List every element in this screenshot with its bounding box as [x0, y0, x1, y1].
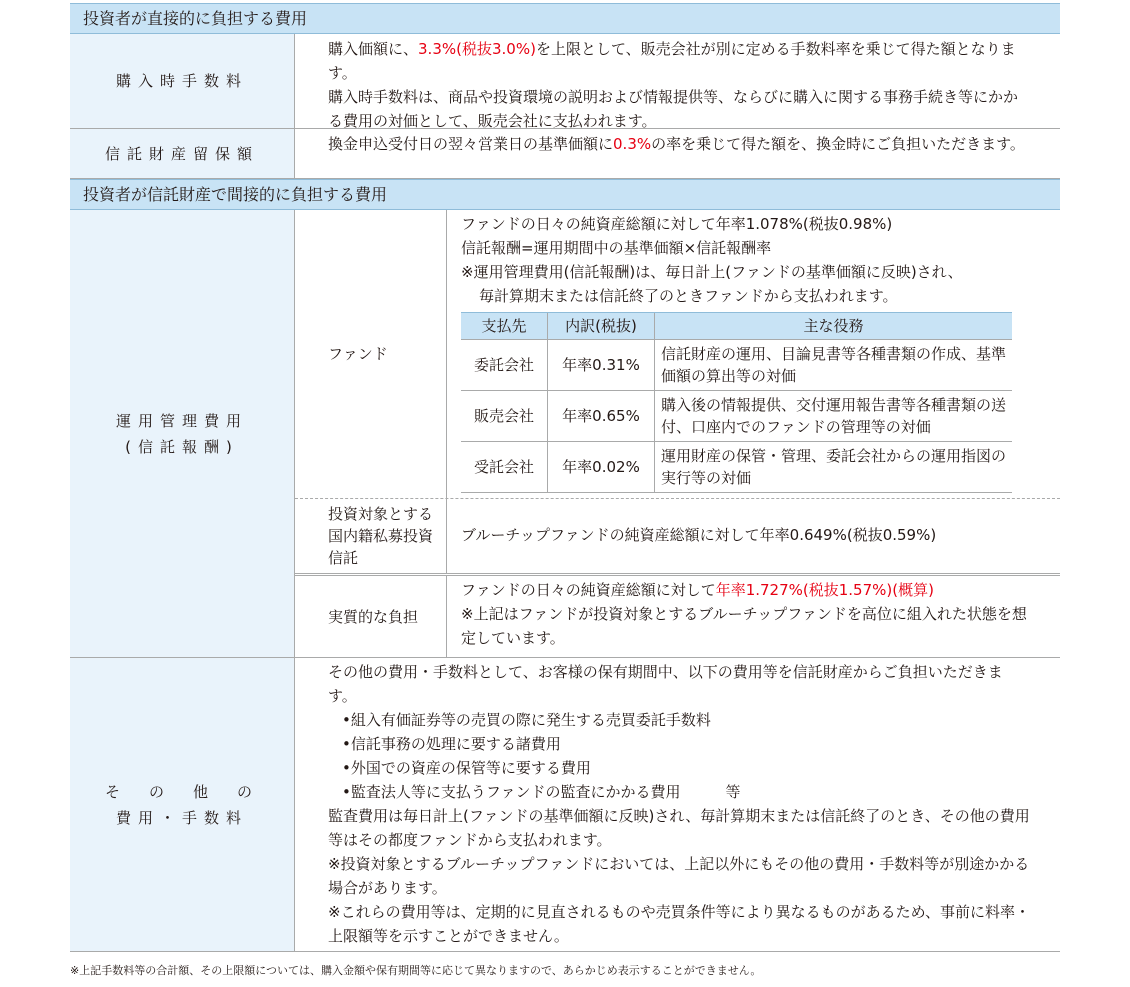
mgmt-fee-detail — [295, 210, 1060, 657]
fund-content: ファンドの日々の純資産総額に対して年率1.078%(税抜0.98%) 信託報酬=運用期間中の基準価額×信託報酬率 ※運用管理費用(信託報酬)は、毎日計上(ファンドの基準価額に反映)され、 毎計算期末または信託終了のときファンドから支払われます。 支払先 内訳(税抜) 主な役務 委託会社 年率0.31% 信託財産の運用、目論見書等各種書類の作成、基準価額の算出等の対価 販売会社 年率0.65% 購入後の情報提供、交付運用報告書等各種書類の送付、口座内でのファンドの管理等の対価 受託会社 年率0.02% 運用財産の保管・管理、委託会社からの運用指図の実行等の対価 — [447, 210, 1060, 498]
other-fee-content: その他の費用・手数料として、お客様の保有期間中、以下の費用等を信託財産からご負担いただきます。 •組入有価証券等の売買の際に発生する売買委託手数料 •信託事務の処理に要する諸費用 •外国での資産の保管等に要する費用 •監査法人等に支払うファンドの監査にかかる費用 等 監査費用は毎日計上(ファンドの基準価額に反映)され、毎計算期末または信託終了のとき、その他の費用等はその都度ファンドから支払われます。 ※投資対象とするブルーチップファンドにおいては、上記以外にもその他の費用・手数料等が別途かかる場合があります。 ※これらの費用等は、定期的に見直されるものや売買条件等により異なるものがあるため、事前に料率・上限額等を示すことができません。 — [295, 658, 1060, 951]
col-service: 主な役務 — [655, 313, 1013, 340]
fee-table — [70, 3, 1060, 952]
fund-fee-block — [295, 210, 1060, 499]
other-fee-label: そ の 他 の 費用・手数料 — [70, 658, 295, 951]
retention-content: 換金申込受付日の翌々営業日の基準価額に0.3%の率を乗じて得た額を、換金時にご負担いただきます。 — [328, 135, 1025, 153]
purchase-fee-content — [295, 34, 1060, 128]
col-breakdown: 内訳(税抜) — [548, 313, 655, 340]
fund-label: ファンド — [295, 210, 447, 498]
purchase-fee-row — [70, 34, 1060, 129]
table-row: 委託会社 年率0.31% 信託財産の運用、目論見書等各種書類の作成、基準価額の算出等の対価 — [461, 340, 1012, 391]
other-note-1: ※投資対象とするブルーチップファンドにおいては、上記以外にもその他の費用・手数料等が別途かかる場合があります。 — [328, 855, 1030, 897]
target-fund-block — [295, 499, 1060, 576]
effective-rate: 年率1.727%(税抜1.57%)(概算) — [715, 581, 934, 599]
direct-cost-header: 投資者が直接的に負担する費用 — [70, 3, 1060, 34]
effective-cost-label: 実質的な負担 — [295, 576, 447, 657]
mgmt-fee-row — [70, 210, 1060, 658]
list-item: •組入有価証券等の売買の際に発生する売買委託手数料 — [342, 711, 711, 729]
indirect-cost-header: 投資者が信託財産で間接的に負担する費用 — [70, 179, 1060, 210]
other-note-2: ※これらの費用等は、定期的に見直されるものや売買条件等により異なるものがあるため、事前に料率・上限額等を示すことができません。 — [328, 903, 1030, 945]
target-fund-label: 投資対象とする国内籍私募投資信託 — [295, 499, 447, 573]
col-payee: 支払先 — [461, 313, 548, 340]
purchase-fee-label: 購入時手数料 — [70, 34, 295, 128]
mgmt-fee-label: 運用管理費用 (信託報酬) — [70, 210, 295, 657]
list-item: •外国での資産の保管等に要する費用 — [342, 759, 591, 777]
effective-note: ※上記はファンドが投資対象とするブルーチップファンドを高位に組入れた状態を想定しています。 — [461, 605, 1027, 647]
table-row: 販売会社 年率0.65% 購入後の情報提供、交付運用報告書等各種書類の送付、口座内でのファンドの管理等の対価 — [461, 391, 1012, 442]
list-item: •監査法人等に支払うファンドの監査にかかる費用 等 — [342, 783, 741, 801]
other-fee-row — [70, 658, 1060, 952]
retention-rate: 0.3% — [613, 135, 652, 153]
table-row: 受託会社 年率0.02% 運用財産の保管・管理、委託会社からの運用指図の実行等の対価 — [461, 442, 1012, 493]
retention-row — [70, 129, 1060, 179]
purchase-fee-text2: 購入時手数料は、商品や投資環境の説明および情報提供等、ならびに購入に関する事務手続き等にかかる費用の対価として、販売会社に支払われます。 — [328, 88, 1019, 130]
list-item: •信託事務の処理に要する諸費用 — [342, 735, 561, 753]
effective-cost-content: ファンドの日々の純資産総額に対して年率1.727%(税抜1.57%)(概算) ※上記はファンドが投資対象とするブルーチップファンドを高位に組入れた状態を想定しています。 — [447, 576, 1060, 657]
footnote: ※上記手数料等の合計額、その上限額については、購入金額や保有期間等に応じて異なりますので、あらかじめ表示することができません。 — [70, 964, 762, 977]
retention-label: 信託財産留保額 — [70, 129, 295, 178]
purchase-fee-text: 購入価額に、3.3%(税抜3.0%)を上限として、販売会社が別に定める手数料率を乗じて得た額となります。 — [328, 40, 1016, 82]
purchase-fee-rate: 3.3%(税抜3.0%) — [418, 40, 536, 58]
effective-cost-block — [295, 576, 1060, 657]
fee-breakdown-table — [461, 312, 1012, 493]
target-fund-text: ブルーチップファンドの純資産総額に対して年率0.649%(税抜0.59%) — [461, 526, 937, 544]
